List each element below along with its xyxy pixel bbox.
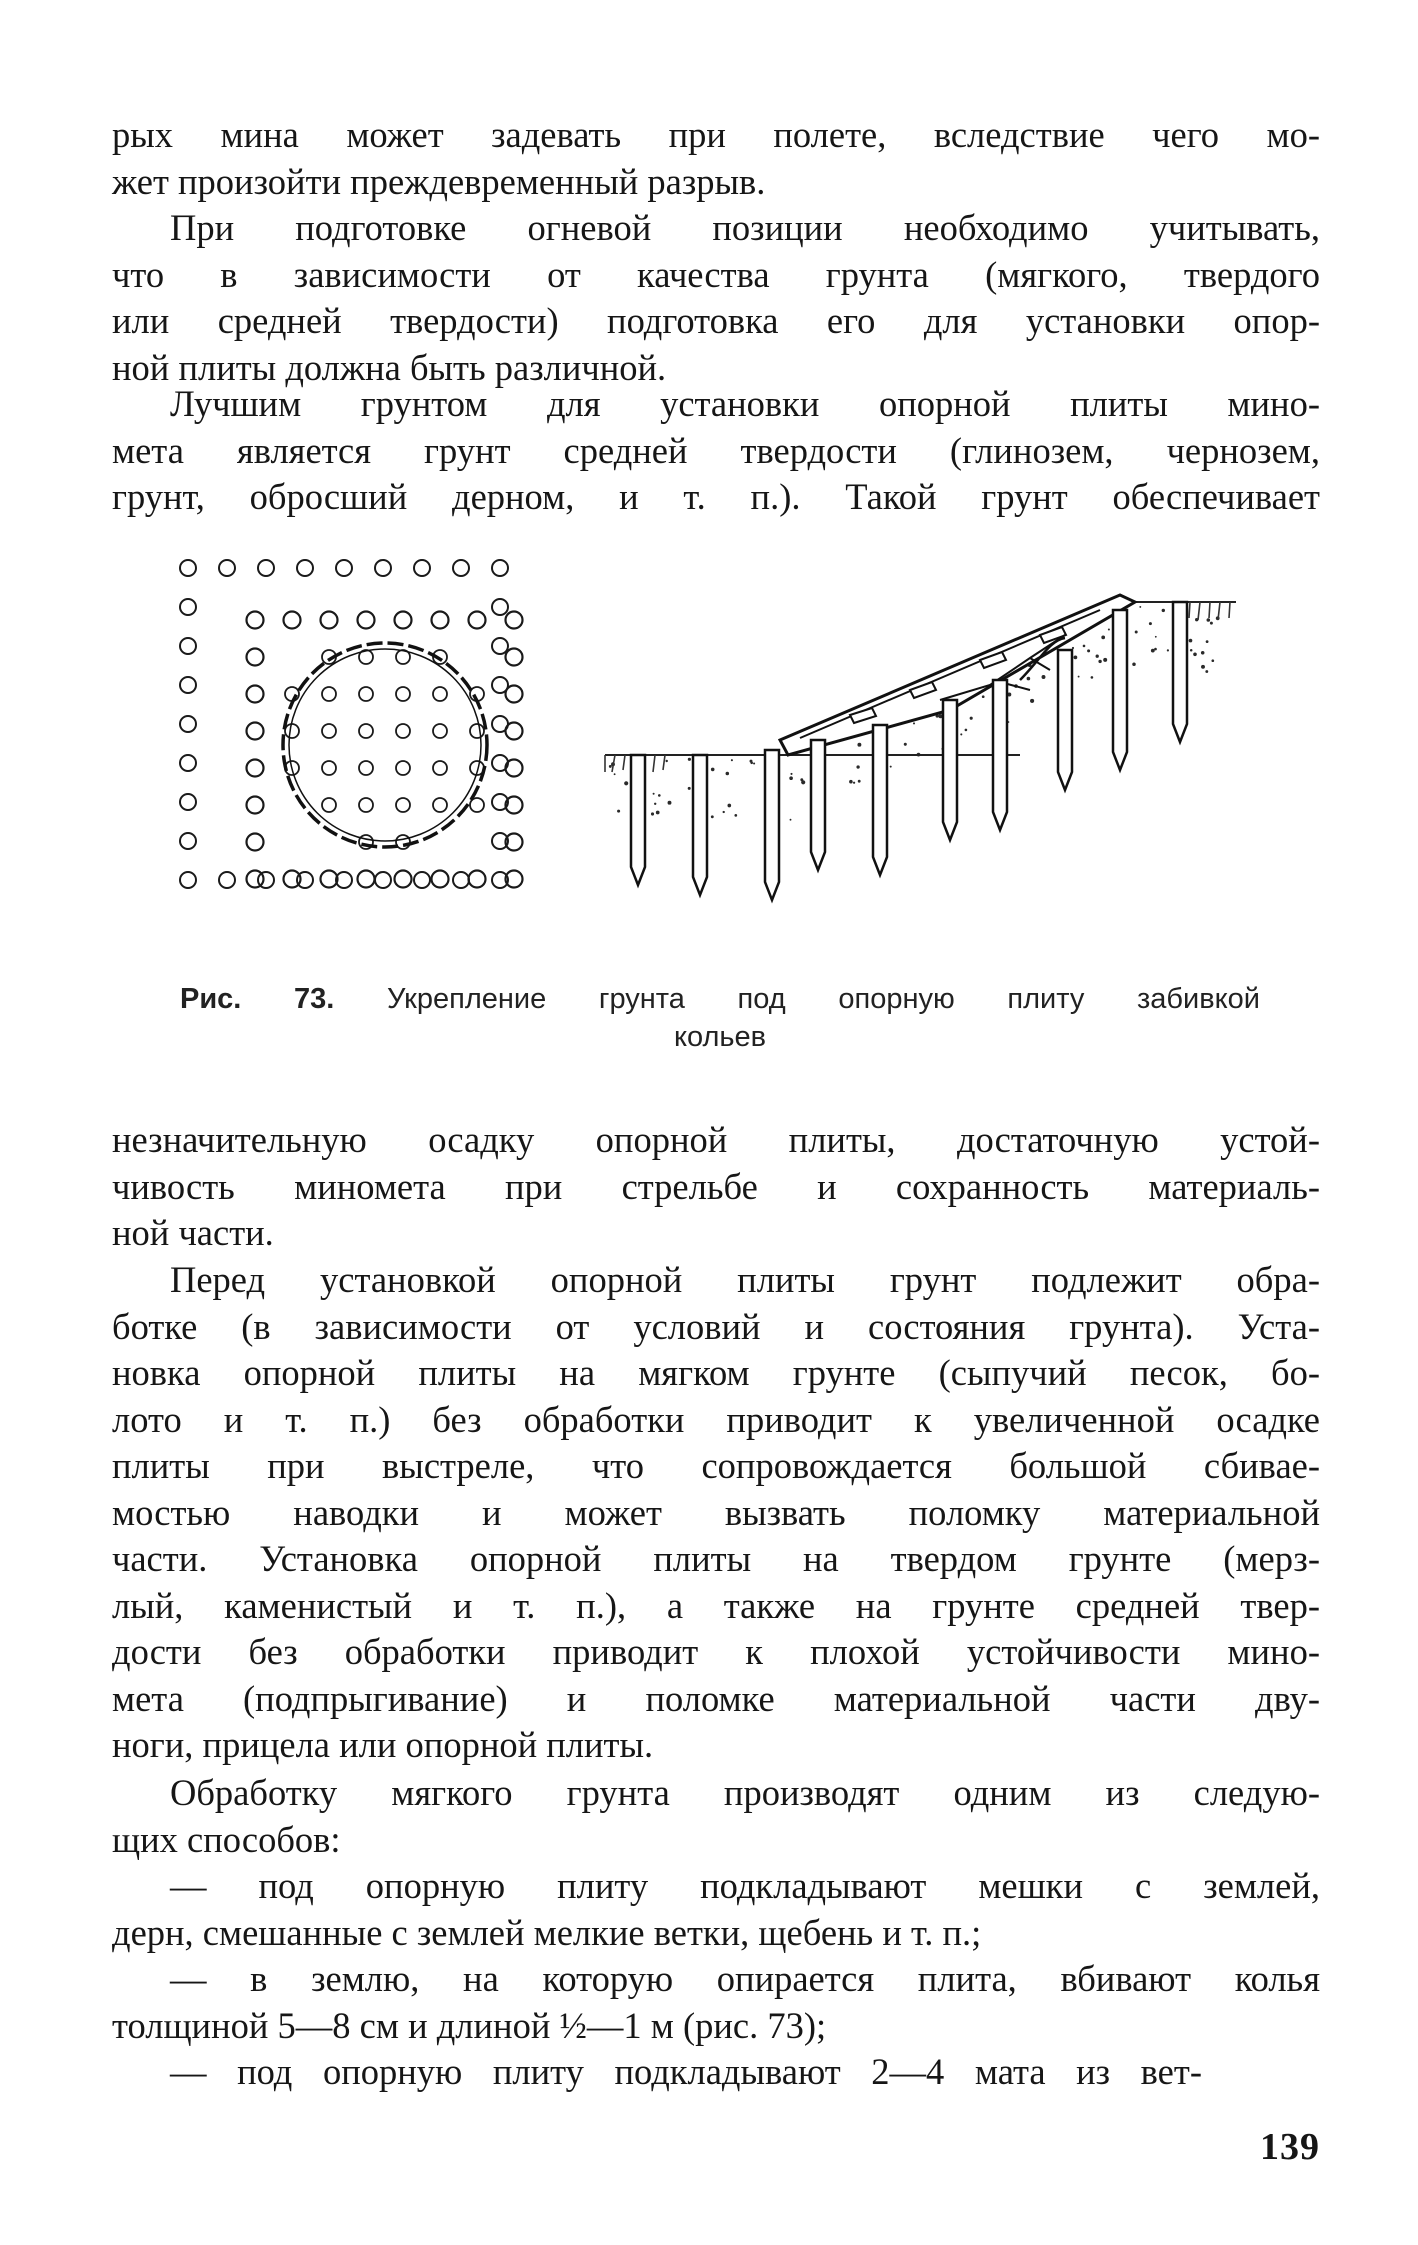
page-number: 139 [1260,2126,1320,2168]
soil-grain [753,762,755,764]
soil-grain [960,733,962,735]
stake-mark [432,612,449,629]
stakes [631,602,1187,900]
stake-mark [180,716,196,732]
soil-grain [665,760,667,762]
stake-mark [322,724,336,738]
soil-grain [913,722,915,724]
list-item [112,1956,1320,2049]
stake-mark [247,649,264,666]
soil-grain [890,766,892,768]
soil-grain [1190,649,1193,652]
stake-mark [285,687,299,701]
soil-grain [1078,676,1080,678]
side-section-view [605,595,1236,900]
soil-grain [857,743,861,747]
soil-grain [1201,665,1205,669]
soil-grain [970,717,973,720]
stake-mark [395,871,412,888]
text-line: ноги, прицела или опорной плиты. [112,1724,654,1765]
paragraph-continuation [112,1117,1320,1257]
stake-mark [395,612,412,629]
text-line: что в зависимости от качества грунта (мягкого, твердого [112,253,1320,295]
soil-grain [653,793,655,795]
soil-grain [790,773,792,775]
soil-grain [711,815,714,818]
caption-text-2: кольев [673,1021,767,1053]
text-line: или средней твердости) подготовка его для установки опор- [112,300,1320,341]
soil-grain [1083,645,1086,648]
stake-mark [358,612,375,629]
soil-grain [1193,652,1197,656]
soil-grain [1155,636,1157,638]
soil-grain [723,811,725,813]
text-line: рых мина может задевать при полете, вследствие чего мо- [112,114,1320,155]
soil-grain [1087,649,1090,652]
soil-grain [801,780,805,784]
stake-mark [433,798,447,812]
stake-mark [321,871,338,888]
stake-mark [359,761,373,775]
soil-grain [1101,636,1105,640]
stake-mark [359,687,373,701]
stake-mark [433,724,447,738]
stake [1058,650,1072,790]
text-line: новка опорной плиты на мягком грунте (сыпучий песок, бо- [112,1352,1320,1393]
text-line: плиты при выстреле, что сопровождается большой сбивае- [112,1445,1320,1486]
soil-grain [609,765,612,768]
soil-grain [1167,649,1169,651]
soil-grain [1211,659,1214,662]
paragraph [112,1770,1320,1863]
soil-grain [853,782,855,784]
soil-grain [1091,676,1094,679]
stake-mark [396,724,410,738]
soil-grain [734,814,737,817]
stake-mark [247,723,264,740]
text-line: При подготовке огневой позиции необходимо учитывать, [170,207,1320,248]
stake-mark [336,560,352,576]
stake [693,755,707,895]
stake-mark [453,560,469,576]
stake-mark [492,599,508,615]
soil-grain [617,810,620,813]
stake [811,740,825,870]
soil-grain [711,768,715,772]
stake-mark [180,872,196,888]
soil-grain [656,811,660,815]
stake-mark [247,871,264,888]
stake-mark [219,872,235,888]
soil-grain [731,759,733,761]
stake-mark [396,798,410,812]
stake-mark [396,687,410,701]
stake-mark [492,560,508,576]
stake-mark [258,560,274,576]
stake-mark [180,677,196,693]
paragraph [112,1257,1320,1769]
paragraph [112,381,1320,521]
soil-grain [1207,618,1211,622]
list-item [112,2049,1202,2096]
text-line: щих способов: [112,1818,341,1860]
stake-mark [219,560,235,576]
text-line: части. Установка опорной плиты на твердом грунте (мерз- [112,1538,1320,1579]
soil-grain [1074,656,1078,660]
stake-mark [492,638,508,654]
soil-grain [1027,677,1031,681]
stake-mark [432,871,449,888]
text-line: лото и т. п.) без обработки приводит к увеличенной осадке [112,1398,1320,1440]
soil-grain [624,781,628,785]
soil-grain [789,776,793,780]
stake-mark [180,560,196,576]
soil-grain [1139,606,1141,608]
stake-mark [180,599,196,615]
stake-mark [506,612,523,629]
soil-grain [750,760,753,763]
text-line: толщиной 5—8 см и длиной ½—1 м (рис. 73); [112,2004,827,2046]
text-line: дерн, смешанные с землей мелкие ветки, щебень и т. п.; [112,1911,982,1953]
text-line: лый, каменистый и т. п.), а также на грунте средней твер- [112,1584,1320,1626]
stake [943,700,957,840]
stake-mark [247,612,264,629]
soil-grain [1206,640,1209,643]
text-line: — под опорную плиту подкладывают мешки с землей, [170,1865,1320,1906]
stake-mark [470,724,484,738]
stake-mark [469,871,486,888]
stake-mark [506,686,523,703]
soil-grain [849,780,853,784]
paragraph-continuation [112,112,1320,205]
soil-grain [688,787,691,790]
stake [1173,602,1187,742]
soil-grain [688,758,691,761]
stake-mark [375,560,391,576]
text-line: ной плиты должна быть различной. [112,346,667,388]
stake [873,725,887,875]
stake-mark [247,834,264,851]
soil-grain [1096,655,1099,658]
soil-grain [1103,658,1107,662]
soil-grain [1030,699,1034,703]
stake [993,680,1007,830]
text-line: дости без обработки приводит к плохой устойчивости мино- [112,1631,1320,1672]
soil-grain [1154,648,1157,651]
text-line: Обработку мягкого грунта производят одним из следую- [170,1772,1320,1813]
stake-mark [322,798,336,812]
soil-grain [1201,651,1205,655]
soil-grain [1149,622,1152,625]
stake-mark [469,612,486,629]
text-line: жет произойти преждевременный разрыв. [112,160,766,202]
soil-grain [1135,631,1138,634]
stake-mark [285,724,299,738]
stake-mark [506,649,523,666]
text-line: мета (подпрыгивание) и поломке материальной части дву- [112,1677,1320,1719]
soil-grain [1108,628,1110,630]
stake-mark [414,560,430,576]
text-line: грунт, обросший дерном, и т. п.). Такой грунт обеспечивает [112,476,1320,517]
list-item [112,1863,1320,1956]
text-line: Перед установкой опорной плиты грунт подлежит обра- [170,1259,1320,1300]
soil-grain [1151,649,1155,653]
soil-grain [904,743,907,746]
stake-mark [375,872,391,888]
text-line: — под опорную плиту подкладывают 2—4 мата из вет- [170,2051,1202,2092]
stake-mark [180,755,196,771]
stake-mark [414,872,430,888]
soil-grain [1042,675,1046,679]
soil-grain [726,772,730,776]
stake-mark [506,760,523,777]
text-line: ной части. [112,1212,274,1253]
stake-mark [284,612,301,629]
paragraph [112,205,1320,391]
text-line: ботке (в зависимости от условий и состояния грунта). Уста- [112,1305,1320,1347]
stake-mark [247,760,264,777]
stake-mark [453,872,469,888]
stake [631,755,645,885]
text-line: мета является грунт средней твердости (глинозем, чернозем, [112,429,1320,471]
text-line: мостью наводки и может вызвать поломку материальной [112,1491,1320,1533]
stake-mark [321,612,338,629]
stake-mark [247,797,264,814]
soil-grain [1189,639,1193,643]
stake-mark [359,798,373,812]
stake-mark [322,761,336,775]
soil-grain [856,765,859,768]
stake-mark [180,794,196,810]
stake-mark [359,724,373,738]
stake-mark [297,560,313,576]
caption-text: Укрепление грунта под опорную плиту забивкой [387,983,1260,1015]
stake-mark [322,687,336,701]
stake-mark [247,686,264,703]
stake-mark [180,638,196,654]
figure-73-illustration [160,540,1260,960]
stake-mark [396,835,410,849]
text-line: незначительную осадку опорной плиты, достаточную устой- [112,1119,1320,1160]
soil-grain [658,794,661,797]
stake-mark [433,687,447,701]
stake-mark [433,761,447,775]
soil-grain [614,773,616,775]
soil-grain [1205,670,1208,673]
soil-grain [651,812,654,815]
stake [1113,610,1127,770]
soil-grain [668,801,672,805]
figure-number: Рис. 73. [180,983,335,1015]
soil-grain [1132,663,1136,667]
base-plate-inner-outline [289,649,481,841]
stake-mark [180,833,196,849]
stake-mark [358,871,375,888]
soil-grain [1210,622,1213,625]
soil-grain [654,803,656,805]
soil-grain [1162,609,1165,612]
soil-grain [858,780,861,783]
stake-mark [396,761,410,775]
soil-grain [1098,660,1101,663]
soil-grain [790,819,792,821]
stake [765,750,779,900]
soil-grain [727,804,731,808]
stake-mark [506,723,523,740]
text-line: чивость миномета при стрельбе и сохранность материаль- [112,1165,1320,1207]
soil-grain [965,729,968,732]
figure-caption [180,980,1260,1056]
text-line: Лучшим грунтом для установки опорной плиты мино- [170,383,1320,424]
base-plate-outline [283,643,487,847]
soil-grain [982,695,985,698]
text-line: — в землю, на которую опирается плита, вбивают колья [170,1958,1320,1999]
